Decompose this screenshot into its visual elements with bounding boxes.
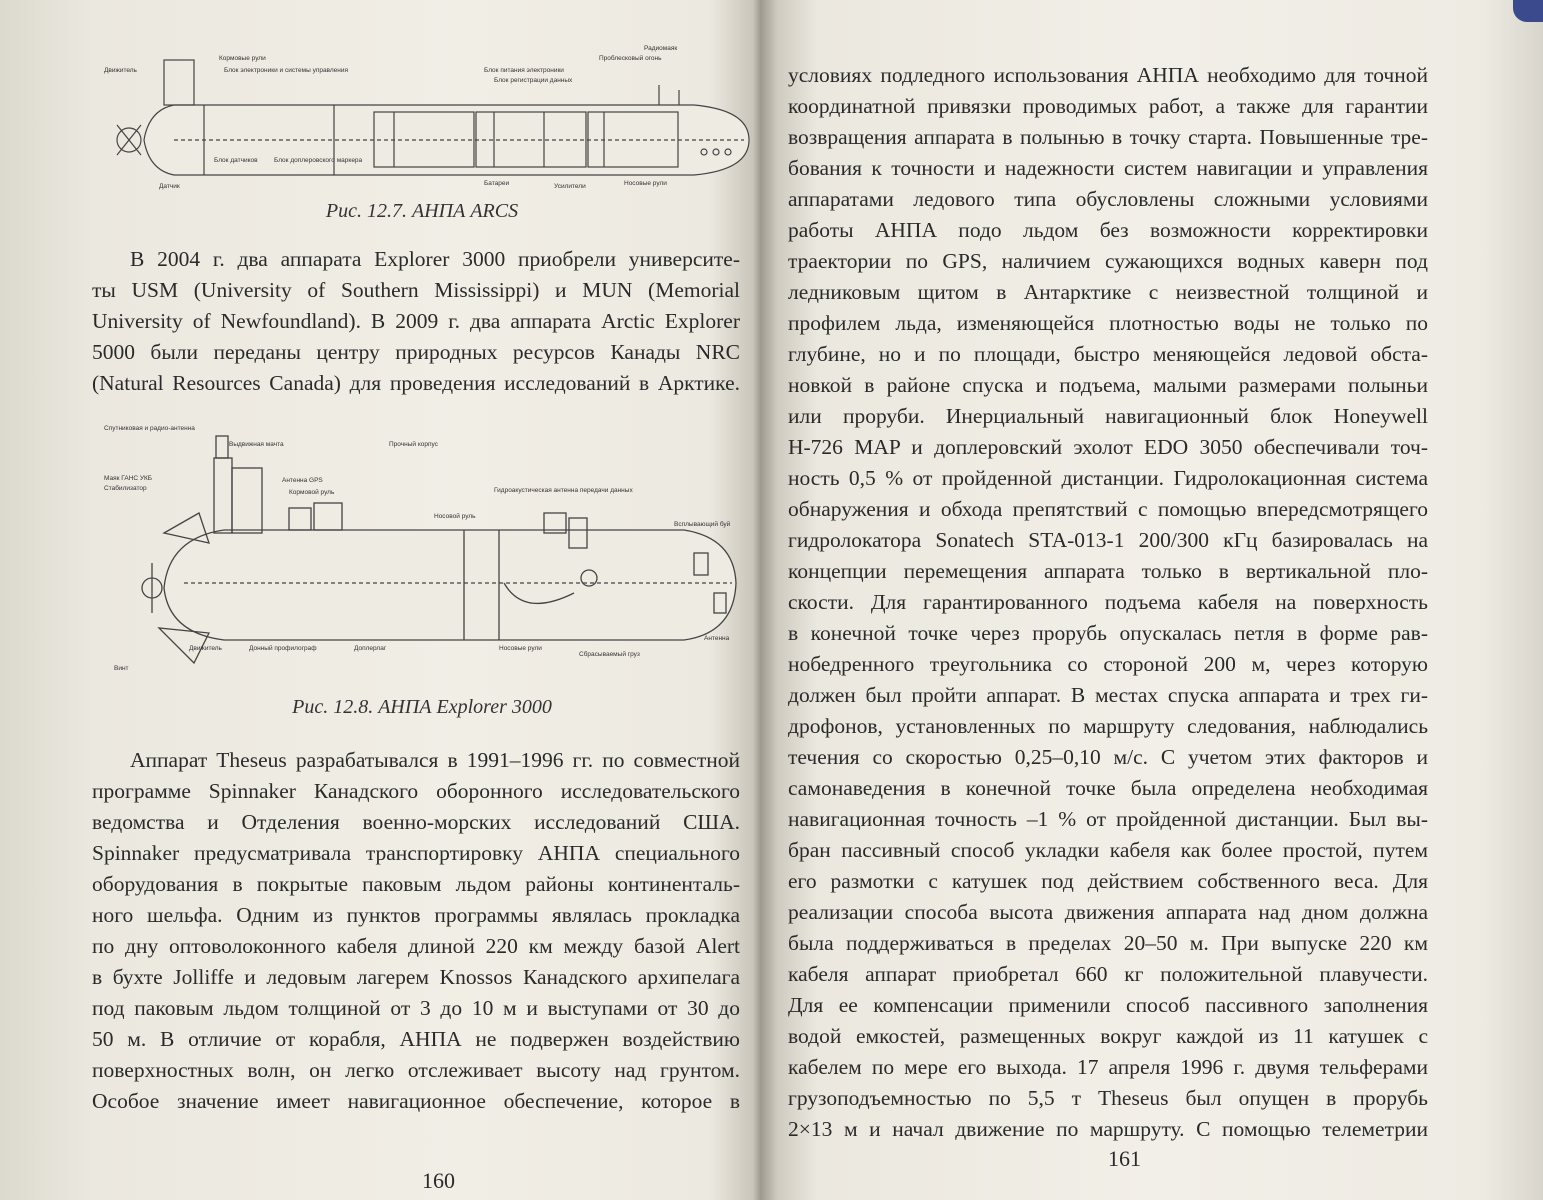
label-satellite-antenna: Спутниковая и радио-антенна bbox=[104, 425, 195, 432]
label-sensor: Датчик bbox=[159, 183, 180, 190]
right-page bbox=[788, 0, 1448, 1200]
text-line: концепции перемещения аппарата только в вертикальной пло- bbox=[788, 559, 1428, 583]
label-bow-rudders-2: Носовые рули bbox=[499, 645, 542, 652]
text-line: ты USM (University of Southern Mississippi) и MUN (Memorial bbox=[92, 278, 740, 302]
text-line: аппаратами ледового типа обусловлены сложными условиями bbox=[788, 187, 1428, 211]
label-data-block: Блок регистрации данных bbox=[494, 77, 573, 84]
text-line: скости. Для гарантированного подъема кабеля на поверхность bbox=[788, 590, 1428, 614]
right-paragraph bbox=[788, 60, 1428, 1145]
text-line: кабелем по мере его выхода. 17 апреля 1996 г. двумя тельферами bbox=[788, 1055, 1428, 1079]
text-line: В 2004 г. два аппарата Explorer 3000 приобрели университе- bbox=[130, 247, 740, 271]
text-line: ного шельфа. Одним из пунктов программы являлась прокладка bbox=[92, 903, 740, 927]
text-line: самонаведения в конечной точке была определена необходимая bbox=[788, 776, 1428, 800]
text-line: навигационная точность –1 % от пройденной дистанции. Был вы- bbox=[788, 807, 1428, 831]
text-line: в конечной точке через прорубь опускалась петля в форме рав- bbox=[788, 621, 1428, 645]
figure-arcs-diagram bbox=[104, 40, 754, 190]
text-line: новкой в районе спуска и подъема, малыми размерами полыньи bbox=[788, 373, 1428, 397]
label-doppler-block: Блок доплеровского маркера bbox=[274, 157, 363, 164]
page-number-right: 161 bbox=[1108, 1146, 1141, 1171]
text-line: была поддерживаться в пределах 20–50 м. При выпуске 220 км bbox=[788, 931, 1428, 955]
text-line: работы АНПА подо льдом без возможности корректировки bbox=[788, 218, 1428, 242]
label-doppler-log: Доплерлаг bbox=[354, 645, 387, 652]
text-line: (Natural Resources Canada) для проведения исследований в Арктике. bbox=[92, 371, 740, 395]
text-line: программе Spinnaker Канадского оборонного исследовательского bbox=[92, 779, 740, 803]
label-profiler: Донный профилограф bbox=[249, 645, 317, 652]
text-line: 2×13 м и начал движение по маршруту. С помощью телеметрии bbox=[788, 1117, 1428, 1141]
text-line: грузоподъемностью по 5,5 т Theseus был опущен в прорубь bbox=[788, 1086, 1428, 1110]
figure-explorer-diagram bbox=[104, 418, 754, 683]
label-batteries: Батареи bbox=[484, 180, 510, 187]
text-line: ведомства и Отделения военно-морских исследований США. bbox=[92, 810, 740, 834]
label-bow-rudders: Носовые рули bbox=[624, 180, 667, 187]
text-line: под паковым льдом толщиной от 3 до 10 м и выступами от 30 до bbox=[92, 996, 740, 1020]
label-hull: Прочный корпус bbox=[389, 441, 438, 448]
text-line: Для ее компенсации применили способ пассивного заполнения bbox=[788, 993, 1428, 1017]
label-radio-beacon: Радиомаяк bbox=[644, 45, 678, 52]
text-line: гидролокатора Sonatech STA-013-1 200/300 кГц базировалась на bbox=[788, 528, 1428, 552]
label-flash-light: Проблесковый огонь bbox=[599, 55, 662, 62]
text-line: кабеля аппарат приобретал 660 кг положительной плавучести. bbox=[788, 962, 1428, 986]
text-line: по дну оптоволоконного кабеля длиной 220 км между базой Alert bbox=[92, 934, 740, 958]
text-line: реализации способа высота движения аппарата над дном должна bbox=[788, 900, 1428, 924]
label-stern-rudder: Кормовой руль bbox=[289, 489, 335, 496]
text-line: координатной привязки проводимых работ, а также для гарантии bbox=[788, 94, 1428, 118]
text-line: водой емкостей, размещенных вокруг каждой из 11 катушек с bbox=[788, 1024, 1428, 1048]
label-drop-weight: Сбрасываемый груз bbox=[579, 651, 640, 658]
text-line: Аппарат Theseus разрабатывался в 1991–1996 гг. по совместной bbox=[130, 748, 740, 772]
background-corner bbox=[1513, 0, 1543, 22]
text-line: бран пассивный способ укладки кабеля как более простой, путем bbox=[788, 838, 1428, 862]
label-power-block: Блок питания электроники bbox=[484, 67, 564, 74]
label-propulsor-2: Движитель bbox=[189, 645, 222, 652]
text-line: ность 0,5 % от пройденной дистанции. Гидролокационная система bbox=[788, 466, 1428, 490]
figure-1-caption: Рис. 12.7. АНПА ARCS bbox=[325, 200, 519, 222]
left-paragraph-1 bbox=[92, 244, 740, 399]
label-stabilizer: Стабилизатор bbox=[104, 485, 147, 492]
label-mast: Выдвижная мачта bbox=[229, 441, 284, 448]
text-line: обнаружения и обхода препятствий с помощью впередсмотрящего bbox=[788, 497, 1428, 521]
label-stern-rudders: Кормовые рули bbox=[219, 55, 266, 62]
text-line: условиях подледного использования АНПА необходимо для точной bbox=[788, 63, 1428, 87]
text-line: нобедренного треугольника со стороной 200 м, через которую bbox=[788, 652, 1428, 676]
label-acoustic-antenna: Гидроакустическая антенна передачи данных bbox=[494, 487, 633, 494]
text-line: H-726 MAP и доплеровский эхолот EDO 3050 обеспечивали точ- bbox=[788, 435, 1428, 459]
label-antenna: Антенна bbox=[704, 635, 730, 642]
text-line: ледниковым щитом в Антарктике с неизвестной толщиной и bbox=[788, 280, 1428, 304]
text-line: 50 м. В отличие от корабля, АНПА не подвержен воздействию bbox=[92, 1027, 740, 1051]
text-line: бования к точности и надежности систем навигации и управления bbox=[788, 156, 1428, 180]
label-sensor-block: Блок датчиков bbox=[214, 157, 258, 164]
text-line: траектории по GPS, наличием сужающихся водных каверн под bbox=[788, 249, 1428, 273]
text-line: 5000 были переданы центру природных ресурсов Канады NRC bbox=[92, 340, 740, 364]
label-propulsor: Движитель bbox=[104, 67, 137, 74]
text-line: его размотки с катушек под действием собственного веса. Для bbox=[788, 869, 1428, 893]
text-line: дрофонов, установленных по маршруту следования, наблюдались bbox=[788, 714, 1428, 738]
label-beacon: Маяк ГАНС УКБ bbox=[104, 475, 153, 482]
text-line: должен был пройти аппарат. В местах спуска аппарата и трех ги- bbox=[788, 683, 1428, 707]
left-page bbox=[92, 0, 752, 1200]
page-number-left: 160 bbox=[422, 1168, 455, 1193]
label-buoy: Всплывающий буй bbox=[674, 521, 731, 528]
text-line: профилем льда, изменяющейся плотностью воды не только по bbox=[788, 311, 1428, 335]
text-line: глубине, но и по площади, быстро меняющейся ледовой обста- bbox=[788, 342, 1428, 366]
text-line: течения со скоростью 0,25–0,10 м/с. С учетом этих факторов и bbox=[788, 745, 1428, 769]
text-line: Spinnaker предусматривала транспортировку АНПА специального bbox=[92, 841, 740, 865]
text-line: оборудования в покрытые паковым льдом районы континенталь- bbox=[92, 872, 740, 896]
text-line: поверхностных волн, он легко отслеживает высоту над грунтом. bbox=[92, 1058, 740, 1082]
label-gps-antenna: Антенна GPS bbox=[282, 477, 323, 484]
figure-2-caption: Рис. 12.8. АНПА Explorer 3000 bbox=[292, 696, 552, 718]
text-line: возвращения аппарата в полынью в точку старта. Повышенные тре- bbox=[788, 125, 1428, 149]
text-line: или проруби. Инерциальный навигационный блок Honeywell bbox=[788, 404, 1428, 428]
label-amplifiers: Усилители bbox=[554, 183, 586, 190]
label-electronics: Блок электроники и системы управления bbox=[224, 67, 349, 74]
text-line: Особое значение имеет навигационное обеспечение, которое в bbox=[92, 1089, 740, 1113]
label-screw: Винт bbox=[114, 665, 129, 672]
text-line: в бухте Jolliffe и ледовым лагерем Knossos Канадского архипелага bbox=[92, 965, 740, 989]
label-bow-rudder: Носовой руль bbox=[434, 513, 476, 520]
left-paragraph-2 bbox=[92, 745, 740, 1117]
text-line: University of Newfoundland). В 2009 г. два аппарата Arctic Explorer bbox=[92, 309, 740, 333]
